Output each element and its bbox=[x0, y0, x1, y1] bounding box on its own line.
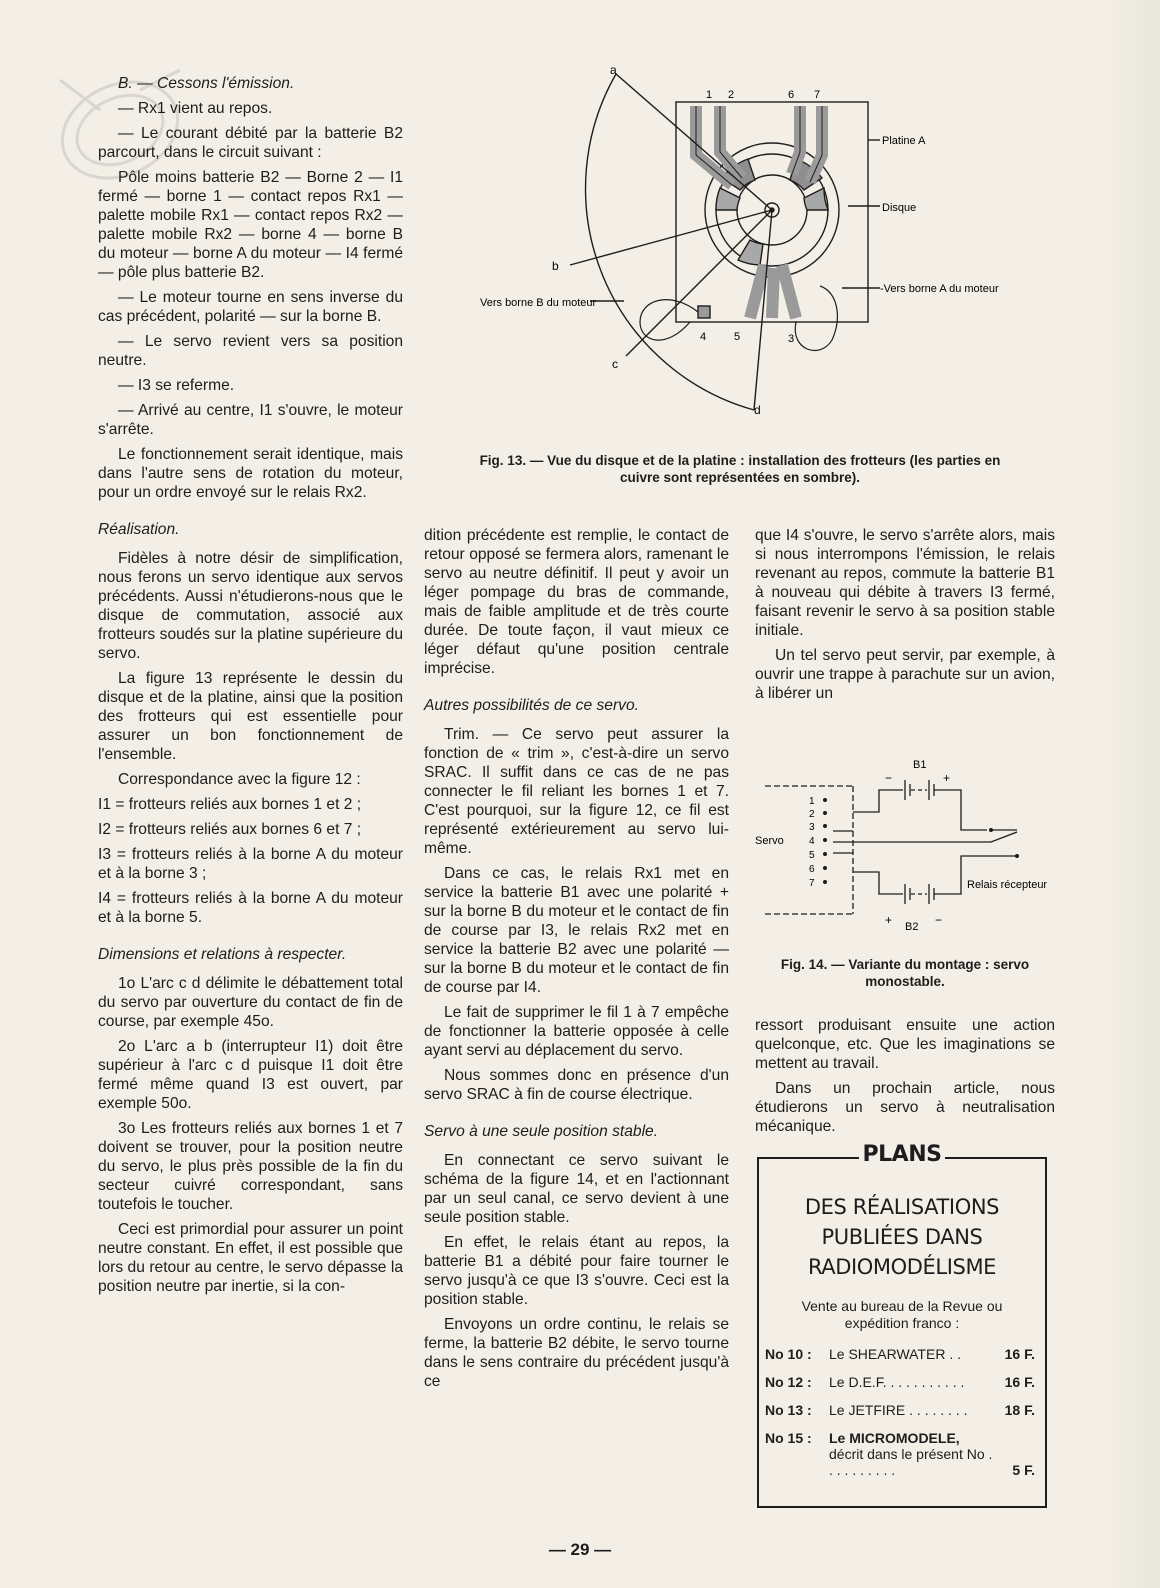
paragraph: En effet, le relais étant au repos, la batterie B1 a débité pour faire tourner le servo jusqu'à ce que I3 s'ouvre. Ceci est la position stable. bbox=[424, 1234, 729, 1308]
paragraph: Pôle moins batterie B2 — Borne 2 — I1 fermé — borne 1 — contact repos Rx1 — palette mobile Rx1 — contact repos Rx2 — palette mobile Rx2 — borne 4 — borne B du moteur — borne A du moteur — I4 fermé — pôle plus batterie B2. bbox=[98, 169, 403, 281]
plans-list bbox=[765, 1346, 1035, 1490]
terminal-5-label: 5 bbox=[734, 331, 741, 343]
figure-14-diagram bbox=[755, 752, 1065, 947]
terminal-4-label: 4 bbox=[700, 331, 707, 343]
b1-label: B1 bbox=[913, 759, 927, 771]
minus-sign: − bbox=[885, 771, 893, 785]
paragraph: dition précédente est remplie, le contact de retour opposé se fermera alors, ramenant le servo au neutre définitif. Il peut y avoir un léger pompage du bras de commande, mais de faible amplitude et de très courte durée. De toute façon, il vaut mieux ce léger défaut qu'une position centrale imprécise. bbox=[424, 527, 729, 677]
figure-13-caption: Fig. 13. — Vue du disque et de la platine : installation des frotteurs (les parties en cuivre sont représentées en sombre). bbox=[479, 453, 1001, 485]
column-3-continued bbox=[755, 1016, 1055, 1142]
column-1 bbox=[98, 74, 403, 1302]
letter-a: a bbox=[610, 63, 617, 77]
paragraph: I4 = frotteurs reliés à la borne A du moteur et à la borne 5. bbox=[98, 890, 403, 926]
page-edge-shading bbox=[1100, 0, 1160, 1588]
paragraph: — Le moteur tourne en sens inverse du cas précédent, polarité — sur la borne B. bbox=[98, 289, 403, 325]
plans-item: No 15 : Le MICROMODELE, décrit dans le présent No . . . . . . . . . . 5 F. bbox=[765, 1430, 1035, 1478]
pin-label: 7 bbox=[809, 878, 815, 889]
plus-sign: + bbox=[885, 913, 893, 927]
page-number: — 29 — bbox=[548, 1540, 612, 1559]
paragraph: — Le servo revient vers sa position neutre. bbox=[98, 333, 403, 369]
disque-label: Disque bbox=[882, 202, 917, 214]
paragraph: Le fait de supprimer le fil 1 à 7 empêche de fonctionner la batterie opposée à celle ayant servi au déplacement du servo. bbox=[424, 1004, 729, 1059]
paragraph: 3o Les frotteurs reliés aux bornes 1 et 7 doivent se trouver, pour la position neutre du servo, le plus près possible de la fin du secteur cuivré correspondant, sans toutefois le toucher. bbox=[98, 1120, 403, 1213]
paragraph: que I4 s'ouvre, le servo s'arrête alors, mais si nous interrompons l'émission, le relais revenant au repos, commute la batterie B1 à nouveau qui débite à travers I3 fermé, faisant revenir le servo à sa position stable initiale. bbox=[755, 527, 1055, 639]
paragraph: Dans un prochain article, nous étudierons un servo à neutralisation mécanique. bbox=[755, 1080, 1055, 1135]
plans-item: No 10 : Le SHEARWATER . . 16 F. bbox=[765, 1346, 1035, 1362]
column-3 bbox=[755, 526, 1055, 709]
vers-borne-b-label: Vers borne B du moteur bbox=[480, 297, 597, 309]
paragraph: I3 = frotteurs reliés à la borne A du moteur et à la borne 3 ; bbox=[98, 846, 403, 882]
plans-title: PLANS bbox=[759, 1142, 1045, 1167]
terminal-2-label: 2 bbox=[728, 89, 735, 101]
paragraph: — Arrivé au centre, I1 s'ouvre, le moteur s'arrête. bbox=[98, 402, 403, 438]
section-heading-dimensions: Dimensions et relations à respecter. bbox=[98, 946, 347, 963]
terminal-7-label: 7 bbox=[814, 89, 821, 101]
relais-recepteur-label: Relais récepteur bbox=[967, 879, 1048, 891]
paragraph: 1o L'arc c d délimite le débattement total du servo par ouverture du contact de fin de course, par exemple 45o. bbox=[98, 975, 403, 1030]
section-heading-realisation: Réalisation. bbox=[98, 521, 180, 538]
pin-label: 5 bbox=[809, 850, 815, 861]
terminal-1-label: 1 bbox=[706, 89, 713, 101]
paragraph: Dans ce cas, le relais Rx1 met en service la batterie B1 avec une polarité + sur la borne B du moteur et le contact de fin de course par I3, le relais Rx2 met en service la batterie B2 avec une polarité — sur la borne B du moteur et le contact de fin de course par I4. bbox=[424, 865, 729, 996]
pin-label: 6 bbox=[809, 864, 815, 875]
terminal-6-label: 6 bbox=[788, 89, 795, 101]
section-heading-b: B. — Cessons l'émission. bbox=[118, 75, 295, 92]
paragraph: Un tel servo peut servir, par exemple, à ouvrir une trappe à parachute sur un avion, à libérer un bbox=[755, 647, 1055, 702]
section-heading-autres: Autres possibilités de ce servo. bbox=[424, 697, 639, 714]
paragraph: Le fonctionnement serait identique, mais dans l'autre sens de rotation du moteur, pour un ordre envoyé sur le relais Rx2. bbox=[98, 446, 403, 501]
paragraph: Ceci est primordial pour assurer un point neutre constant. En effet, il est possible que lors du retour au centre, le servo dépasse la position neutre par inertie, si la con- bbox=[98, 1221, 403, 1295]
paragraph: — I3 se referme. bbox=[118, 377, 235, 394]
paragraph: — Rx1 vient au repos. bbox=[118, 100, 273, 117]
plans-headline: DES RÉALISATIONS PUBLIÉES DANS RADIOMODÉLISME bbox=[804, 1195, 1000, 1279]
paragraph: — Le courant débité par la batterie B2 parcourt, dans le circuit suivant : bbox=[98, 125, 403, 161]
paragraph: I1 = frotteurs reliés aux bornes 1 et 2 ; bbox=[98, 796, 362, 813]
section-heading-servo: Servo à une seule position stable. bbox=[424, 1123, 659, 1140]
pin-label: 1 bbox=[809, 796, 815, 807]
plans-subtitle: Vente au bureau de la Revue ou expédition franco : bbox=[801, 1298, 1003, 1331]
column-2 bbox=[424, 526, 729, 1397]
paragraph: En connectant ce servo suivant le schéma de la figure 14, et en l'actionnant par un seul canal, ce servo devient à une seule position stable. bbox=[424, 1152, 729, 1226]
arc-a-d bbox=[586, 74, 754, 410]
plans-item: No 12 : Le D.E.F. . . . . . . . . . . 16 F. bbox=[765, 1374, 1035, 1390]
paragraph: I2 = frotteurs reliés aux bornes 6 et 7 ; bbox=[98, 821, 362, 838]
paragraph: Fidèles à notre désir de simplification, nous ferons un servo identique aux servos précédents. Aussi n'étudierons-nous que le disque de commutation, associé aux frotteurs soudés sur la platine supérieure du servo. bbox=[98, 550, 403, 662]
figure-13-diagram bbox=[470, 60, 1030, 430]
plans-advertisement bbox=[757, 1142, 1047, 1508]
letter-c: c bbox=[612, 357, 618, 371]
servo-label: Servo bbox=[755, 835, 784, 847]
vers-borne-a-label: -Vers borne A du moteur bbox=[880, 283, 999, 295]
letter-d: d bbox=[754, 403, 761, 417]
paragraph: Nous sommes donc en présence d'un servo SRAC à fin de course électrique. bbox=[424, 1067, 729, 1103]
b2-label: B2 bbox=[905, 921, 919, 933]
paragraph: ressort produisant ensuite une action quelconque, etc. Que les imaginations se mettent au travail. bbox=[755, 1017, 1055, 1072]
terminal-3-label: 3 bbox=[788, 333, 795, 345]
pin-label: 4 bbox=[809, 836, 815, 847]
plans-item: No 13 : Le JETFIRE . . . . . . . . 18 F. bbox=[765, 1402, 1035, 1418]
pin-label: 2 bbox=[809, 809, 815, 820]
platine-label: Platine A bbox=[882, 135, 926, 147]
plus-sign: + bbox=[943, 771, 951, 785]
paragraph: Correspondance avec la figure 12 : bbox=[118, 771, 361, 788]
letter-b: b bbox=[552, 259, 559, 273]
paragraph: La figure 13 représente le dessin du disque et de la platine, ainsi que la position des frotteurs qui est essentielle pour assurer un bon fonctionnement de l'ensemble. bbox=[98, 670, 403, 763]
figure-14-caption: Fig. 14. — Variante du montage : servo monostable. bbox=[780, 957, 1030, 989]
paragraph: Trim. — Ce servo peut assurer la fonction de « trim », c'est-à-dire un servo SRAC. Il suffit dans ce cas de ne pas connecter le fil reliant les bornes 1 et 7. C'est pourquoi, sur la figure 12, ce fil est représenté extérieurement au servo lui-même. bbox=[424, 726, 729, 857]
paragraph: Envoyons un ordre continu, le relais se ferme, la batterie B2 débite, le servo tourne dans le sens contraire du précédent jusqu'à ce bbox=[424, 1316, 729, 1390]
pin-label: 3 bbox=[809, 822, 815, 833]
paragraph: 2o L'arc a b (interrupteur I1) doit être supérieur à l'arc c d puisque I1 doit être fermé même quand I3 est ouvert, par exemple 50o. bbox=[98, 1038, 403, 1112]
minus-sign: − bbox=[935, 913, 943, 927]
